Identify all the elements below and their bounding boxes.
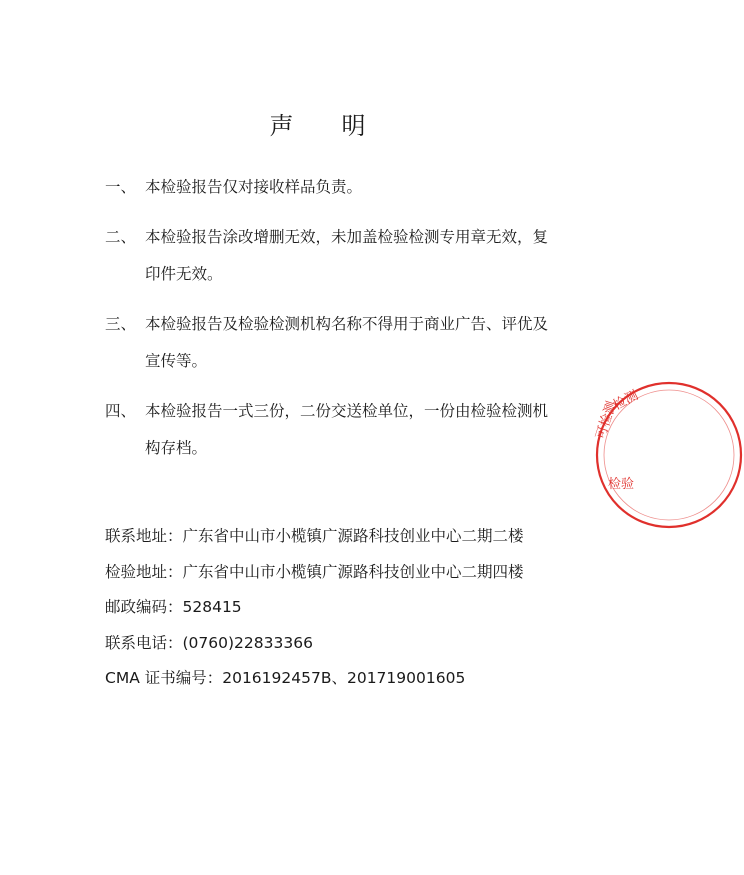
item-number: 一、 <box>105 178 137 196</box>
item-text: 本检验报告涂改增删无效，未加盖检验检测专用章无效，复印件无效。 <box>145 228 549 283</box>
seal-text-top: 检测 <box>610 388 641 414</box>
item-text: 本检验报告及检验检测机构名称不得用于商业广告、评优及宣传等。 <box>145 315 549 370</box>
lab-address: 检验地址：广东省中山市小榄镇广源路科技创业中心二期四楼 <box>105 562 524 581</box>
seal-text-middle: 可检测 <box>593 399 620 442</box>
item-text: 本检验报告仅对接收样品负责。 <box>145 178 363 196</box>
declaration-item <box>105 223 555 293</box>
phone-number: 联系电话：(0760)22833366 <box>105 633 313 652</box>
item-text: 本检验报告一式三份，二份交送检单位，一份由检验检测机构存档。 <box>145 402 549 457</box>
item-number: 四、 <box>105 402 137 420</box>
declaration-list <box>105 173 555 484</box>
seal-text-bottom: 检验 <box>608 477 635 492</box>
cma-certificate: CMA 证书编号：2016192457B、201719001605 <box>105 669 466 687</box>
official-seal <box>594 380 744 530</box>
item-number: 三、 <box>105 315 137 333</box>
item-number: 二、 <box>105 228 137 246</box>
declaration-item <box>105 397 555 467</box>
declaration-item <box>105 173 555 206</box>
declaration-item <box>105 310 555 380</box>
contact-address: 联系地址：广东省中山市小榄镇广源路科技创业中心二期二楼 <box>105 527 524 545</box>
page-title: 声 明 <box>269 112 366 140</box>
contact-info <box>105 519 575 697</box>
postcode: 邮政编码：528415 <box>105 598 242 616</box>
